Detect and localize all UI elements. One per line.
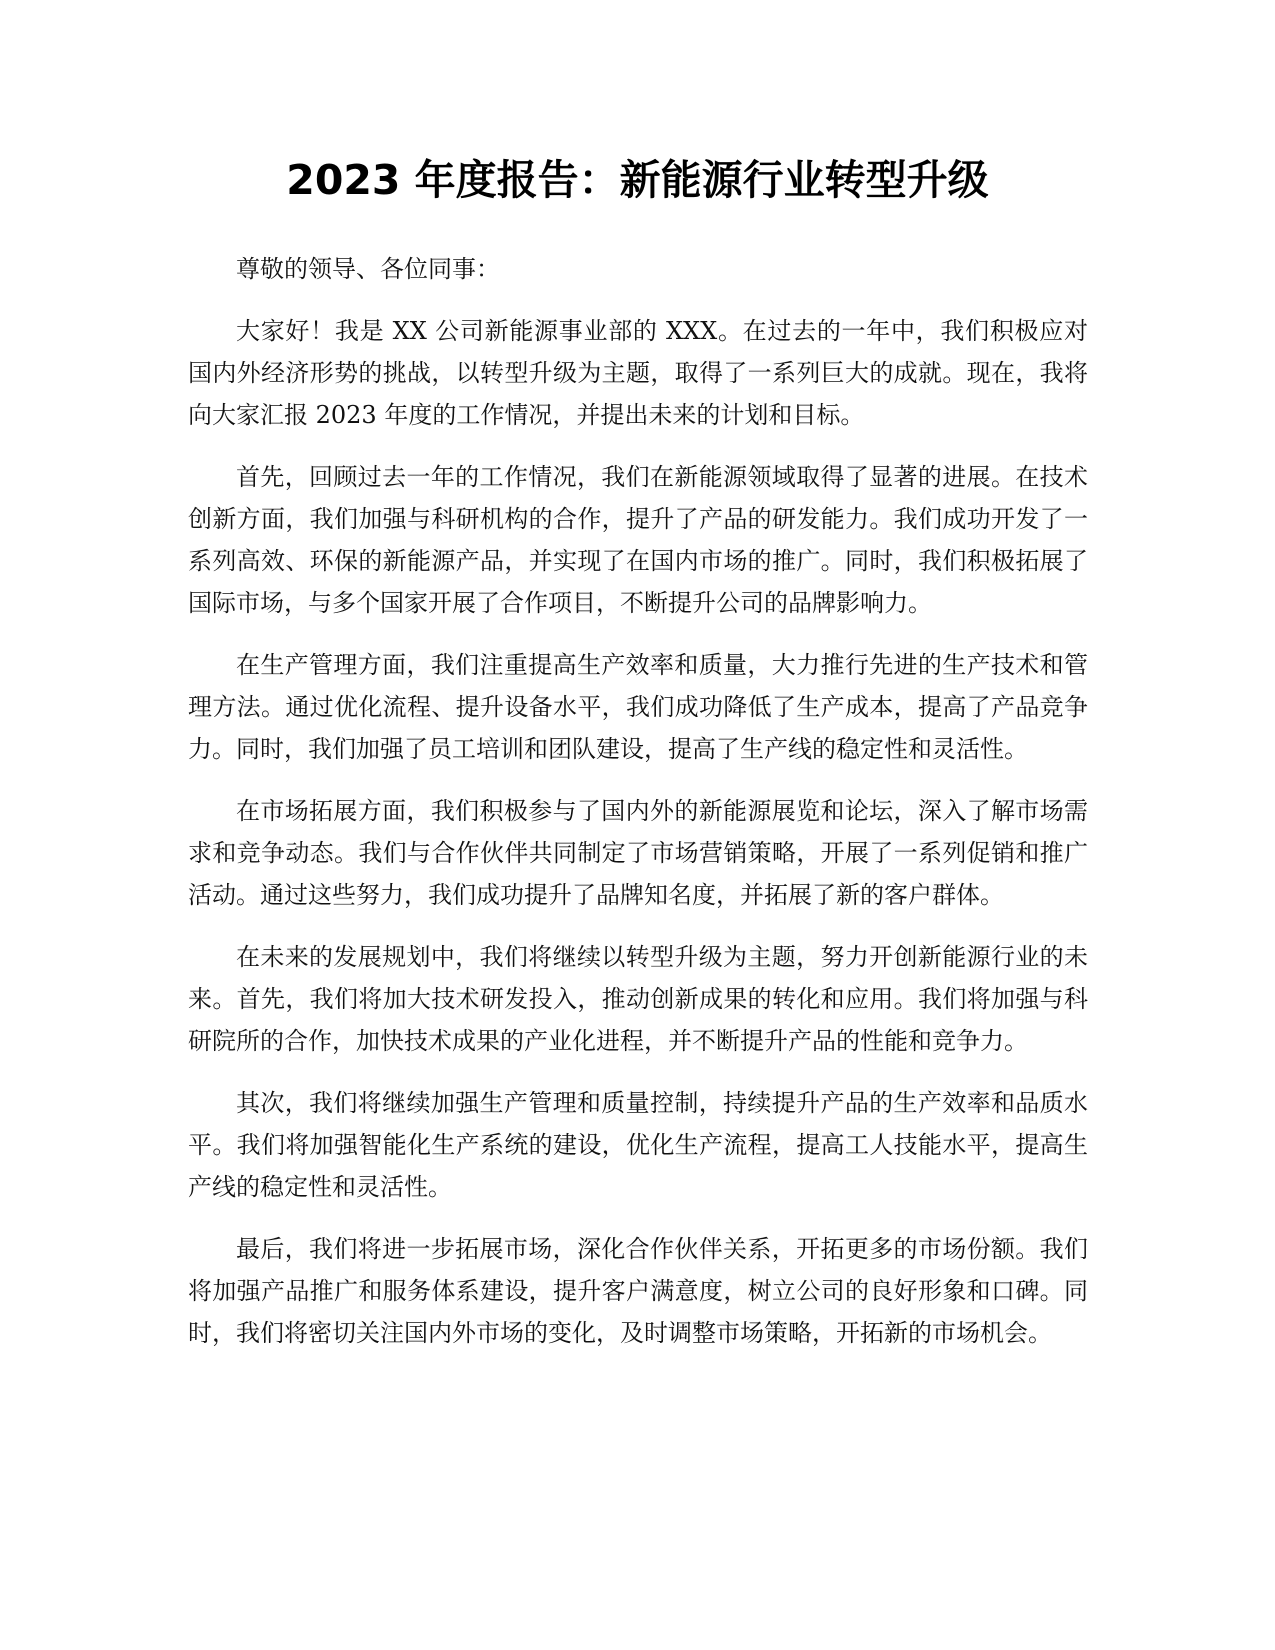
document-title: 2023 年度报告：新能源行业转型升级: [286, 156, 989, 204]
quality-plan-paragraph: 其次，我们将继续加强生产管理和质量控制，持续提升产品的生产效率和品质水平。我们将加强智能化生产系统的建设，优化生产流程，提高工人技能水平，提高生产线的稳定性和灵活性。: [188, 1089, 1088, 1201]
document-body: [188, 248, 1088, 1374]
market-plan-paragraph: 最后，我们将进一步拓展市场，深化合作伙伴关系，开拓更多的市场份额。我们将加强产品推广和服务体系建设，提升客户满意度，树立公司的良好形象和口碑。同时，我们将密切关注国内外市场的变化，及时调整市场策略，开拓新的市场机会。: [188, 1235, 1088, 1347]
production-paragraph: 在生产管理方面，我们注重提高生产效率和质量，大力推行先进的生产技术和管理方法。通过优化流程、提升设备水平，我们成功降低了生产成本，提高了产品竞争力。同时，我们加强了员工培训和团队建设，提高了生产线的稳定性和灵活性。: [188, 651, 1088, 763]
review-paragraph: 首先，回顾过去一年的工作情况，我们在新能源领域取得了显著的进展。在技术创新方面，我们加强与科研机构的合作，提升了产品的研发能力。我们成功开发了一系列高效、环保的新能源产品，并实现了在国内市场的推广。同时，我们积极拓展了国际市场，与多个国家开展了合作项目，不断提升公司的品牌影响力。: [188, 463, 1088, 617]
market-paragraph: 在市场拓展方面，我们积极参与了国内外的新能源展览和论坛，深入了解市场需求和竞争动态。我们与合作伙伴共同制定了市场营销策略，开展了一系列促销和推广活动。通过这些努力，我们成功提升了品牌知名度，并拓展了新的客户群体。: [188, 797, 1088, 909]
intro-paragraph: 大家好！我是 XX 公司新能源事业部的 XXX。在过去的一年中，我们积极应对国内外经济形势的挑战，以转型升级为主题，取得了一系列巨大的成就。现在，我将向大家汇报 2023 年度的工作情况，并提出未来的计划和目标。: [188, 317, 1088, 429]
future-plan-paragraph: 在未来的发展规划中，我们将继续以转型升级为主题，努力开创新能源行业的未来。首先，我们将加大技术研发投入，推动创新成果的转化和应用。我们将加强与科研院所的合作，加快技术成果的产业化进程，并不断提升产品的性能和竞争力。: [188, 943, 1088, 1055]
salutation-paragraph: 尊敬的领导、各位同事：: [236, 255, 500, 283]
